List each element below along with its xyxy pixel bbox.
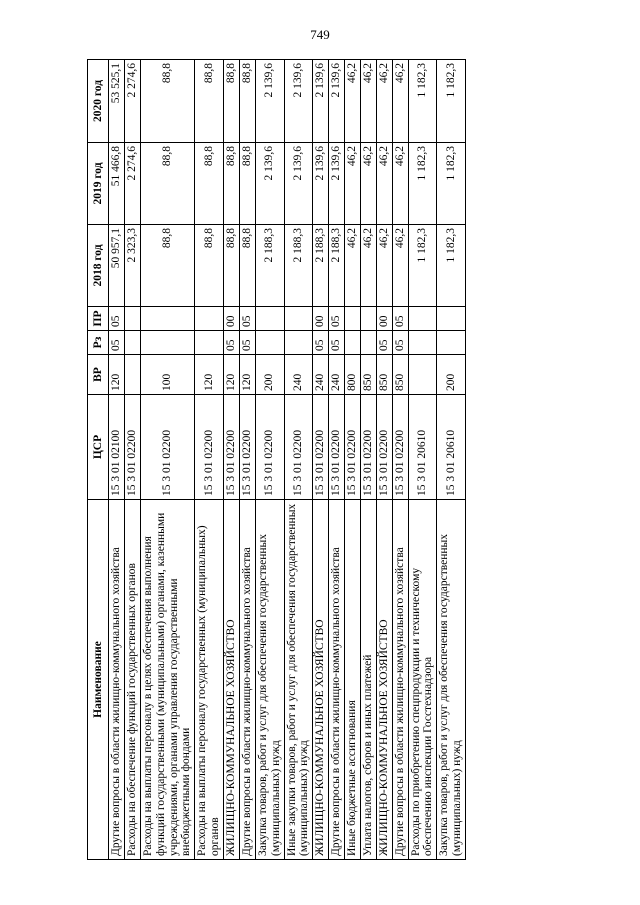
cell-name: ЖИЛИЩНО-КОММУНАЛЬНОЕ ХОЗЯЙСТВО [313, 500, 329, 860]
cell-2020: 2 139,6 [329, 60, 345, 143]
cell-2020: 2 139,6 [313, 60, 329, 143]
cell-2019: 46,2 [345, 143, 361, 225]
cell-2019: 51 466,8 [109, 143, 125, 225]
cell-2018: 46,2 [392, 225, 408, 307]
header-2018: 2018 год [88, 225, 109, 307]
cell-2020: 2 139,6 [255, 60, 284, 143]
cell-rz [345, 331, 361, 355]
cell-pr [437, 307, 466, 331]
cell-csr: 15 3 01 20610 [408, 395, 437, 500]
cell-pr: 05 [392, 307, 408, 331]
cell-rz [360, 331, 376, 355]
cell-pr [124, 307, 140, 331]
cell-2018: 2 188,3 [313, 225, 329, 307]
cell-csr: 15 3 01 02200 [345, 395, 361, 500]
cell-2020: 88,8 [140, 60, 195, 143]
cell-2019: 2 139,6 [329, 143, 345, 225]
cell-csr: 15 3 01 02200 [329, 395, 345, 500]
cell-csr: 15 3 01 02200 [124, 395, 140, 500]
table-row [392, 60, 408, 860]
table-row [255, 60, 284, 860]
table-row [124, 60, 140, 860]
cell-pr [284, 307, 313, 331]
cell-rz: 05 [313, 331, 329, 355]
cell-vr: 850 [360, 355, 376, 395]
cell-vr: 240 [313, 355, 329, 395]
cell-2020: 46,2 [376, 60, 392, 143]
cell-2019: 46,2 [360, 143, 376, 225]
cell-2018: 88,8 [195, 225, 224, 307]
cell-2020: 1 182,3 [437, 60, 466, 143]
table-row [437, 60, 466, 860]
cell-2018: 88,8 [140, 225, 195, 307]
cell-2018: 46,2 [376, 225, 392, 307]
cell-rz [437, 331, 466, 355]
cell-2018: 88,8 [224, 225, 240, 307]
cell-vr: 200 [255, 355, 284, 395]
cell-name: Расходы по приобретению спецпродукции и техническому обеспечению инспекции Госстехнадзора [408, 500, 437, 860]
cell-2018: 88,8 [239, 225, 255, 307]
cell-csr: 15 3 01 02200 [195, 395, 224, 500]
table-row [195, 60, 224, 860]
cell-2020: 1 182,3 [408, 60, 437, 143]
cell-rz [284, 331, 313, 355]
cell-vr: 120 [195, 355, 224, 395]
cell-rz: 05 [109, 331, 125, 355]
table-row [376, 60, 392, 860]
cell-vr: 120 [239, 355, 255, 395]
cell-pr: 05 [329, 307, 345, 331]
cell-rz: 05 [239, 331, 255, 355]
cell-2020: 46,2 [360, 60, 376, 143]
cell-name: Закупка товаров, работ и услуг для обеспечения государственных (муниципальных) нужд [255, 500, 284, 860]
cell-name: Другие вопросы в области жилищно-коммунального хозяйства [392, 500, 408, 860]
cell-vr [124, 355, 140, 395]
table-header-row [88, 60, 109, 860]
cell-vr [408, 355, 437, 395]
cell-vr: 240 [284, 355, 313, 395]
cell-2018: 46,2 [345, 225, 361, 307]
cell-rz [140, 331, 195, 355]
cell-name: Расходы на обеспечение функций государственных органов [124, 500, 140, 860]
cell-pr: 00 [313, 307, 329, 331]
cell-csr: 15 3 01 20610 [437, 395, 466, 500]
cell-pr [195, 307, 224, 331]
cell-csr: 15 3 01 02200 [239, 395, 255, 500]
cell-pr [408, 307, 437, 331]
cell-csr: 15 3 01 02100 [109, 395, 125, 500]
cell-rz [408, 331, 437, 355]
cell-csr: 15 3 01 02200 [224, 395, 240, 500]
cell-2020: 88,8 [195, 60, 224, 143]
table-row [140, 60, 195, 860]
cell-rz: 05 [392, 331, 408, 355]
header-2019: 2019 год [88, 143, 109, 225]
cell-csr: 15 3 01 02200 [284, 395, 313, 500]
cell-2018: 50 957,1 [109, 225, 125, 307]
header-2020: 2020 год [88, 60, 109, 143]
cell-2020: 2 274,6 [124, 60, 140, 143]
budget-table [87, 59, 466, 860]
cell-csr: 15 3 01 02200 [313, 395, 329, 500]
cell-2020: 88,8 [224, 60, 240, 143]
cell-name: Другие вопросы в области жилищно-коммунального хозяйства [329, 500, 345, 860]
cell-2018: 2 188,3 [284, 225, 313, 307]
cell-name: Расходы на выплаты персоналу государственных (муниципальных) органов [195, 500, 224, 860]
cell-name: Расходы на выплаты персоналу в целях обеспечения выполнения функций государственными (муниципальными) органами, казенными учреждениями, органами управления государственными внебюджетными фондами [140, 500, 195, 860]
header-pr: ПР [88, 307, 109, 331]
cell-name: Иные закупки товаров, работ и услуг для обеспечения государственных (муниципальных) нужд [284, 500, 313, 860]
cell-vr: 240 [329, 355, 345, 395]
cell-pr: 05 [239, 307, 255, 331]
header-vr: ВР [88, 355, 109, 395]
cell-2019: 46,2 [376, 143, 392, 225]
cell-csr: 15 3 01 02200 [376, 395, 392, 500]
cell-2019: 1 182,3 [408, 143, 437, 225]
cell-2020: 2 139,6 [284, 60, 313, 143]
cell-name: Уплата налогов, сборов и иных платежей [360, 500, 376, 860]
cell-2018: 46,2 [360, 225, 376, 307]
cell-vr: 800 [345, 355, 361, 395]
cell-2018: 2 323,3 [124, 225, 140, 307]
table-row [408, 60, 437, 860]
cell-name: ЖИЛИЩНО-КОММУНАЛЬНОЕ ХОЗЯЙСТВО [224, 500, 240, 860]
table-row [239, 60, 255, 860]
cell-vr: 200 [437, 355, 466, 395]
cell-name: Иные бюджетные ассигнования [345, 500, 361, 860]
cell-2019: 46,2 [392, 143, 408, 225]
cell-2018: 1 182,3 [408, 225, 437, 307]
cell-vr: 850 [376, 355, 392, 395]
rotated-table-frame [87, 60, 553, 860]
cell-csr: 15 3 01 02200 [392, 395, 408, 500]
cell-2020: 46,2 [392, 60, 408, 143]
cell-vr: 850 [392, 355, 408, 395]
cell-vr: 100 [140, 355, 195, 395]
cell-rz [255, 331, 284, 355]
cell-pr [345, 307, 361, 331]
table-row [313, 60, 329, 860]
cell-pr [255, 307, 284, 331]
cell-name: Другие вопросы в области жилищно-коммунального хозяйства [239, 500, 255, 860]
cell-pr: 00 [224, 307, 240, 331]
header-name: Наименование [88, 500, 109, 860]
table-row [284, 60, 313, 860]
cell-name: Другие вопросы в области жилищно-коммунального хозяйства [109, 500, 125, 860]
cell-pr [140, 307, 195, 331]
cell-name: ЖИЛИЩНО-КОММУНАЛЬНОЕ ХОЗЯЙСТВО [376, 500, 392, 860]
cell-vr: 120 [109, 355, 125, 395]
cell-name: Закупка товаров, работ и услуг для обеспечения государственных (муниципальных) нужд [437, 500, 466, 860]
cell-2020: 46,2 [345, 60, 361, 143]
cell-pr [360, 307, 376, 331]
cell-pr: 05 [109, 307, 125, 331]
cell-csr: 15 3 01 02200 [140, 395, 195, 500]
cell-vr: 120 [224, 355, 240, 395]
table-row [224, 60, 240, 860]
cell-rz: 05 [376, 331, 392, 355]
cell-pr: 00 [376, 307, 392, 331]
table-row [345, 60, 361, 860]
cell-2019: 88,8 [224, 143, 240, 225]
cell-2019: 88,8 [140, 143, 195, 225]
cell-csr: 15 3 01 02200 [360, 395, 376, 500]
cell-rz [195, 331, 224, 355]
table-row [109, 60, 125, 860]
cell-2019: 2 274,6 [124, 143, 140, 225]
cell-2018: 1 182,3 [437, 225, 466, 307]
cell-csr: 15 3 01 02200 [255, 395, 284, 500]
cell-2019: 2 139,6 [284, 143, 313, 225]
cell-2019: 1 182,3 [437, 143, 466, 225]
cell-2018: 2 188,3 [255, 225, 284, 307]
cell-2019: 2 139,6 [255, 143, 284, 225]
page-number: 749 [310, 27, 330, 42]
header-csr: ЦСР [88, 395, 109, 500]
header-rz: Рз [88, 331, 109, 355]
cell-2019: 88,8 [239, 143, 255, 225]
cell-2020: 88,8 [239, 60, 255, 143]
cell-rz: 05 [224, 331, 240, 355]
cell-2019: 2 139,6 [313, 143, 329, 225]
table-body [109, 60, 466, 860]
cell-2019: 88,8 [195, 143, 224, 225]
cell-rz: 05 [329, 331, 345, 355]
table-row [329, 60, 345, 860]
cell-2018: 2 188,3 [329, 225, 345, 307]
rotated-table-container [87, 60, 553, 860]
cell-rz [124, 331, 140, 355]
table-row [360, 60, 376, 860]
cell-2020: 53 525,1 [109, 60, 125, 143]
